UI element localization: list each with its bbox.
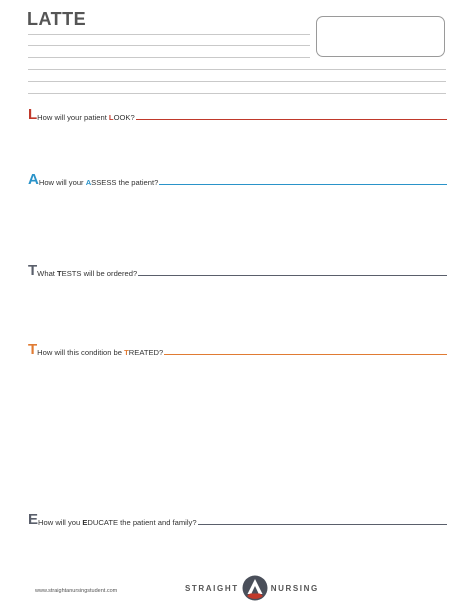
writing-line <box>28 93 446 94</box>
section-letter: T <box>28 341 38 358</box>
section-rule <box>164 354 447 355</box>
section-educate <box>28 509 447 527</box>
logo-text-right: NURSING <box>270 583 319 593</box>
section-rule <box>198 524 447 525</box>
section-letter: L <box>28 106 38 123</box>
logo-text-left: STRAIGHT <box>185 583 239 593</box>
section-question: How will your patient LOOK? <box>37 113 135 122</box>
section-rule <box>159 184 447 185</box>
section-tests <box>28 260 447 278</box>
brand-logo <box>185 575 319 601</box>
section-rule <box>138 275 447 276</box>
writing-line <box>28 45 310 46</box>
section-letter: A <box>28 171 39 188</box>
writing-line <box>28 81 446 82</box>
section-letter: T <box>28 262 38 279</box>
section-question: How will your ASSESS the patient? <box>38 178 159 187</box>
page-title: LATTE <box>27 9 87 29</box>
notes-box[interactable] <box>316 16 445 57</box>
section-treated <box>28 339 447 357</box>
logo-a-icon <box>242 575 268 601</box>
section-question: How will this condition be TREATED? <box>37 348 164 357</box>
section-assess <box>28 169 447 187</box>
writing-line <box>28 57 310 58</box>
writing-line <box>28 69 446 70</box>
section-question: What TESTS will be ordered? <box>37 269 138 278</box>
section-rule <box>136 119 447 120</box>
section-question: How will you EDUCATE the patient and family? <box>38 518 197 527</box>
section-letter: E <box>28 511 39 528</box>
section-look <box>28 104 447 122</box>
footer-url[interactable]: www.straightanursingstudent.com <box>35 588 118 594</box>
writing-line <box>28 34 310 35</box>
